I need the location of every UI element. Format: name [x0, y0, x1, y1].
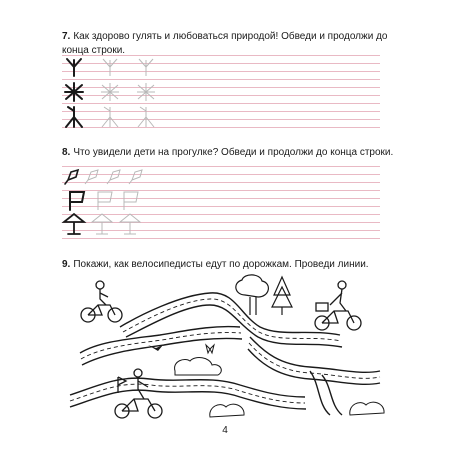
umbrella-table-icon — [64, 214, 84, 234]
snowflake-icon — [101, 83, 155, 101]
task-8-trace-patterns — [62, 164, 192, 240]
snowflake-icon — [65, 83, 83, 101]
bush-icon — [210, 404, 244, 417]
task-text: Что увидели дети на прогулке? Обведи и продолжи до конца строки. — [73, 147, 394, 158]
flag-icon — [98, 192, 138, 210]
task-number: 9. — [62, 259, 71, 270]
butterfly-icon — [206, 345, 214, 353]
leaf-icon — [85, 170, 142, 184]
umbrella-table-icon — [92, 214, 140, 234]
tree-branch-icon — [66, 107, 82, 127]
leaf-icon — [65, 170, 78, 184]
bush-icon — [350, 402, 384, 415]
cyclist-icon — [315, 281, 361, 330]
tree-branch-icon — [102, 107, 154, 127]
task-8-instruction — [62, 146, 402, 160]
sprout-icon — [67, 59, 81, 76]
task-text: Покажи, как велосипедисты едут по дорожкам. Проведи линии. — [73, 259, 369, 270]
page-number: 4 — [222, 425, 228, 436]
sprout-icon — [103, 59, 153, 76]
cyclist-icon — [81, 281, 122, 322]
task-text: Как здорово гулять и любоваться природой! Обведи и продолжи до конца строки. — [62, 31, 388, 56]
task-number: 8. — [62, 147, 71, 158]
tree-icon — [272, 277, 292, 315]
flag-icon — [70, 192, 84, 210]
task-number: 7. — [62, 31, 71, 42]
task-7-instruction — [62, 30, 402, 58]
task-9-instruction — [62, 258, 402, 272]
bush-icon — [175, 358, 222, 375]
task-9-illustration — [60, 275, 400, 425]
cyclist-icon — [115, 369, 162, 418]
task-7-trace-patterns — [62, 55, 192, 131]
